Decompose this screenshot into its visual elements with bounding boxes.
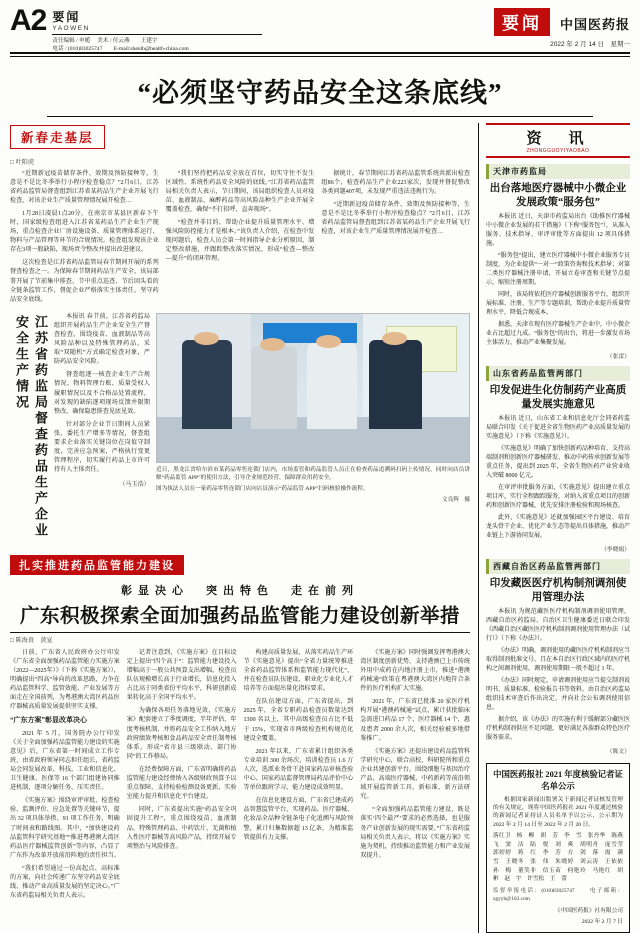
band-column-1 xyxy=(10,649,120,905)
notice-paragraph: 根据国家新闻出版署关于新闻记者证核发管理的有关规定，现将中国医药报社 2021 年度通过核验的新闻记者证持证人员名单予以公示，公示期为 2022 年 2 月 14 日至 2022 年 2 月 20 日。 xyxy=(493,796,623,828)
brief-item xyxy=(486,559,630,755)
publication-date: 2022 年 2 月 14 日 星期一 xyxy=(550,41,630,48)
paragraph: 在队伍建设方面，广东省提出，到 2025 年，全省专职药品检查员数量达到 1300 名以上，其中高级检查员占比不低于 15%，实现省市两级检查机构规范化建设全覆盖。 xyxy=(243,699,354,742)
paragraph: 2021 年 5 月，国务院办公厅印发《关于全面加强药品监管能力建设的实施意见》后，广东省第一时间成立工作专班，由省政府领导同志担任组长，省药监局会同发展改革、科技、工业和信息化、卫生健康、医保等 16 个部门组建协同推进机制，逐项分解任务、压实责任。 xyxy=(10,730,120,792)
notice-date: 2022 年 2 月 7 日 xyxy=(581,919,623,926)
paragraph: 记者注意到，《实施方案》在目标设定上提出“四个高于”：监管能力建设投入增幅高于一般公共预算支出增幅，检查员队伍规模增长高于行业增长，信息化投入占比高于同类省份平均水平，科研创新成果转化高于全国平均水平。 xyxy=(126,649,237,702)
briefs-title: 资 讯 ZHONGGUOYIYAOBAO xyxy=(486,123,630,158)
photo-person xyxy=(307,343,357,429)
notice-title: 中国医药报社 2021 年度核验记者证名单公示 xyxy=(493,769,623,791)
paragraph: 同时，该局将依托医疗器械创新服务平台，组织开展标准、注册、生产等专题培训，帮助企业提升质量管理水平，降低合规成本。 xyxy=(486,291,631,316)
paragraph: 为确保各项任务落地见效，《实施方案》配套建立了季度调度、半年评估、年度考核机制，并将药品安全工作纳入地方政府绩效考核和食品药品安全责任制考核体系，形成“省市县三级联动、部门协同”的工作格局。 xyxy=(126,708,237,760)
band-column-4 xyxy=(360,649,470,905)
lead-column-3 xyxy=(321,170,470,309)
photo-person-head xyxy=(260,338,285,351)
brief-source: 西藏自治区药品监管两部门 xyxy=(486,559,630,574)
paragraph: 《实施方案》还提出建设药品监管科学研究中心，联合高校、科研院所和重点企业共建创新平台，围绕细胞与基因治疗产品、高端医疗器械、中药新药等前沿领域开展监管新工具、新标准、新方法研究。 xyxy=(360,748,470,801)
notice-signature: 《中国医药报》社有限公司 xyxy=(554,907,623,914)
briefs-header xyxy=(486,123,630,158)
band-headline: 广东积极探索全面加强药品监管能力建设创新举措 xyxy=(19,605,460,627)
photo-person-head xyxy=(316,335,341,348)
paragraph: 2021 年以来，广东省累计组织各类专业培训 300 余场次，培训检查员 1.6 万人次，选派业务骨干赴国家药品审核查验中心、国家药品监督管理局药品评价中心等单位跟班学习，能力建设成效明显。 xyxy=(243,748,354,792)
photo-person xyxy=(182,340,232,429)
photo-person xyxy=(251,346,298,429)
lead-byline: □ 叶阳虎 xyxy=(10,158,35,166)
masthead-divider xyxy=(52,34,262,35)
photo-credit: 文良辉 摄 xyxy=(442,496,470,503)
brief-source: 山东省药品监管两部门 xyxy=(486,366,630,381)
band-byline: □ 陈海贵 黄宣 xyxy=(10,636,53,644)
paragraph: 日前，广东省人民政府办公厅印发《广东省全面加强药品监管能力实施方案（2022—2025年）》（下称《实施方案》），明确提出“四高”导向的改革思路，力争在药品监管科学、监管效能、产业发展等方面走在全国前列，为粤港澳大湾区药品医疗器械高质量发展提供坚实支撑。 xyxy=(10,649,120,711)
paragraph: 《办法》明确，调剂使用的藏医医疗机构制剂应当取得制剂批准文号，且在本自治区行政区域内的医疗机构之间调剂使用，调剂使用期限一般不超过 1 年。 xyxy=(486,647,631,672)
paragraph: 在审评审批服务方面，《实施意见》提出建立重点项目库，实行全程跟踪服务，对纳入省重点项目的创新药和创新医疗器械，优先安排注册检验和现场核查。 xyxy=(486,484,631,509)
paragraph: “服务包”提出，建立医疗器械中小微企业服务专员制度，为企业提供“一对一”政策咨询和技术指导；对第二类医疗器械注册申请，开展立卷审查和关键节点提示，缩短注册周期。 xyxy=(486,252,630,286)
paragraph: 督查组逐一核查企业生产合规情况、物料管理台账、质量受权人履职情况以及不合格品处置流程，对发现的缺陷逐项现场反馈并限期整改，确保隐患排查见底见效。 xyxy=(54,372,150,415)
paragraph: 同时，广东省提出实施“药品安全巩固提升工程”，重点围绕疫苗、血液制品、特殊管理药品、中药饮片、无菌和植入性医疗器械等高风险产品，持续开展专项整治与风险排查。 xyxy=(126,807,237,850)
paragraph: “全面加强药品监管能力建设，既是落实‘四个最严’要求的必然选择，也是服务产业创新发展的现实需要。”广东省药监局相关负责人表示，将以《实施方案》实施为契机，持续推动监管能力和产业发展双提升。 xyxy=(360,807,470,859)
paragraph: 1月28日凌晨1点20分，在南京市某县区新春下午时，国家级检查组进入江苏省某药品生产企业生产现场，重点检查企业厂房设施设备、质量管理体系运行、物料与产品管理等环节的合规情况。检查组发现该企业存在3项一般缺陷，现场责令整改并提出改进建议。 xyxy=(10,210,159,254)
public-notice xyxy=(486,763,630,933)
brief-byline: （陈文） xyxy=(606,748,630,755)
paragraph: 据介绍，该《办法》的实施有利于缓解部分藏医医疗机构制剂供应不足问题，更好满足各族群众特色医疗服务需求。 xyxy=(486,716,631,741)
lead-section-flag: 新春走基层 xyxy=(10,125,105,149)
band-kicker: 彰显决心 突出特色 走在前列 xyxy=(121,584,359,597)
band-column-3 xyxy=(244,649,354,905)
masthead-right xyxy=(494,6,630,48)
photo-person-head xyxy=(194,332,219,345)
paragraph: 据悉，天津市现有医疗器械生产企业中，中小微企业占比超过九成。“服务包”的出台，将进一步激发市场主体活力，推动产业集聚发展。 xyxy=(486,321,631,346)
lead-headline: “必须坚守药品安全这条底线” xyxy=(137,77,503,108)
notice-name-list: 落红卫 杨 柳 胡 芳 李 雪 张丹华 陈燕飞 窦 洁 陆 悦 刘 爽 胡明舟 庞雪莹 郭婷婷 蒋 红 李 芳 方 剑 落 霞 满 雪 王晓冬 张 伟 朱晓婷 刘云涛 王依依 孙 梅 董笑非 信玉苗 何艳玲 马艳红 胡 彬 赵 宇 许雪松 王 蕾 xyxy=(493,833,629,883)
brief-source: 天津市药监局 xyxy=(486,164,630,179)
vertical-subheadline: 江苏省药监局督查药品生产企业安全生产情况 xyxy=(14,314,48,539)
photo-note: 图为执法人员在一家药品零售连锁门店向店员演示“药品监管 APP”扫码核验操作流程。 xyxy=(156,485,369,492)
masthead-credits-line1: 责任编辑 / 申栀 美术 / 付云燕 王建宇 xyxy=(52,38,158,44)
paragraph: 构建高质量发展、从落实药品生产环节《实施意见》提出“全省力量统筹推进全省药品监管体系和监管能力现代化”，并在检查员队伍建设、职业化专业化人才培养等方面提出量化指标要求。 xyxy=(243,649,354,693)
page-number: A2 xyxy=(10,4,47,37)
brief-byline: （张雷） xyxy=(606,353,630,360)
section-name-cn: 要闻 xyxy=(52,10,81,24)
paragraph: 《实施意见》明确了加快创新药品种培育、支持高端制剂和创新医疗器械研发、推动中药传承创新发展等重点任务，提出到 2025 年，全省生物医药产业营业收入突破 8000 亿元。 xyxy=(486,445,631,479)
lead-article xyxy=(10,123,478,933)
paragraph: 《实施方案》围绕审评审批、检查检验、监测评价、应急处置等关键环节，提出 32 项具体举措、91 项工作任务，明确了时间表和路线图。其中，“加快建设药品监管科学研究基地”“推进粤港澳大湾区药品医疗器械监管创新”等内容，凸显了广东作为改革开放前沿阵地的责任担当。 xyxy=(10,798,120,859)
photo-person xyxy=(369,340,422,429)
paragraph: 针对部分企业节日期间人员紧张、委托生产增多等情况，督查组要求企业落实关键岗位在岗值守制度，完善应急预案，严格执行变更管理程序，切实履行药品上市许可持有人主体责任。 xyxy=(54,421,150,474)
paragraph: “检查并非目的，帮助企业提升质量管理水平、增强风险防控能力才是根本。”该负责人介绍，在检查中发现问题后，检查人员会第一时间指导企业分析原因、制定整改措施，并跟踪整改落实情况，形成“检查—整改—提升”的闭环管理。 xyxy=(165,219,315,263)
paragraph: 本报讯 为规范藏医医疗机构制剂调剂使用管理，西藏自治区药监局、自治区卫生健康委近日联合印发《西藏自治区藏医医疗机构制剂调剂使用管理办法（试行）》（下称《办法》）。 xyxy=(486,608,631,642)
headline-rule xyxy=(47,116,593,117)
paragraph: 本报讯 近日，山东省工业和信息化厅会同省药监局联合印发《关于促进全省生物医药产业高质量发展的实施意见》（下称《实施意见》）。 xyxy=(486,415,631,440)
photo-caption: 近日，黑龙江省哈尔滨市某药品零售连锁门店内，市场监管和药品监管人员正在检查药品追溯码扫码上传情况，同时向店员讲解“药品监管 APP”的使用方法，引导企业规范经营、保障群众用药安全。 xyxy=(156,466,470,481)
paragraph: 在信息化建设方面，广东省已建成药品智慧监管平台，实现药品、医疗器械、化妆品全品种全链条电子化追溯与风险预警，累计归集数据超 13 亿条，为精准监管提供有力支撑。 xyxy=(243,798,354,841)
masthead xyxy=(10,0,630,50)
paragraph: 2021 年，广东省已批准 20 家医疗机构开展“港澳药械通”试点，累计获批临床急需进口药品 17 个、医疗器械 14 个，惠及患者 2000 余人次，相关经验被多地借鉴推广。 xyxy=(360,699,470,742)
paragraph: 本报讯 近日，天津市药监局出台《助推医疗器械中小微企业发展的若干措施》（下称“服务包”），从准入服务、技术指导、审评审批等方面提出 12 项具体措施。 xyxy=(486,213,630,247)
band-flag: 扎实推进药品监管能力建设 xyxy=(10,555,184,575)
paragraph: “近期新冠疫苗储存条件、效期及预防接种等，生意是不是比冬季举行小程序检查稳点？”2月6日，江苏省药品监管局督查组到江苏省某药品生产企业开展飞行检查，对该企业生产质量管理情况展开检查… xyxy=(321,201,471,236)
masthead-section xyxy=(52,6,262,53)
brief-title: 出台落地医疗器械中小微企业发展政策“服务包” xyxy=(489,182,627,208)
news-photo xyxy=(156,313,470,463)
paragraph: “我们希望通过一份高起点、高标准的方案，向社会传递广东坚守药品安全底线、推动产业高质量发展的坚定决心。”广东省药监局相关负责人表示。 xyxy=(10,865,120,900)
band-rule xyxy=(10,632,470,633)
brief-item xyxy=(486,164,630,360)
section-name-pinyin: YAOWEN xyxy=(52,25,90,32)
notice-contact: 监督举报电话：(010)83025747 电子邮箱：zgyyb@163.com xyxy=(493,887,623,903)
paragraph: 在经费保障方面，广东省明确将药品监管能力建设经费纳入各级财政预算予以重点保障，支持检验检测设备更新、实验室能力提升和信息化平台建设。 xyxy=(126,766,237,801)
paragraph: 《办法》同时规定，申请调剂使用应当提交制剂说明书、质量标准、检验报告书等资料，由自治区药监局组织技术审查后作出决定，并向社会公布调剂使用信息。 xyxy=(486,677,631,711)
secondary-article xyxy=(10,555,470,905)
paragraph: 本报讯 春节前，江苏省药监局组织开展药品生产企业安全生产督查检查，围绕疫苗、血液制品等高风险品种以及特殊管理药品，采取“双随机”方式确定检查对象，严防药品安全风险。 xyxy=(54,313,150,366)
brief-item xyxy=(486,366,630,553)
paragraph: 这次检查是江苏省药品监管局春节期间开展的系列督查检查之一。为保障春节期间药品生产安全，该局部署开展了节前集中排查、节中重点巡查、节后回头看的全链条监管工作，督促企业严格落实主体责任，坚守药品安全底线。 xyxy=(10,260,159,303)
brief-title: 印发促进生化仿制药产业高质量发展实施意见 xyxy=(489,384,627,410)
lead-column-2 xyxy=(166,170,315,309)
brief-title: 印发藏医医疗机构制剂调剂使用管理办法 xyxy=(489,577,627,603)
paper-name: 中国医药报 xyxy=(559,17,630,32)
paragraph: “我们坚持把药品安全放在首位，切实守住不发生区域性、系统性药品安全风险的底线。”江苏省药品监管局相关负责人表示，节日期间，该局组织检查人员对疫苗、血液制品、麻醉药品等高风险品种生产企业开展全覆盖检查，确保“不打招呼、直奔现场”。 xyxy=(165,170,315,213)
section-badge: 要闻 xyxy=(494,8,550,36)
briefs-title-pinyin: ZHONGGUOYIYAOBAO xyxy=(526,147,590,154)
paragraph: “近期新冠疫苗储存条件、效期及预防接种等，生意是不是比冬季举行小程序检查稳点？”2月6日，江苏省药品监管局督查组到江苏省某药品生产企业开展飞行检查，对该企业生产质量管理情况展开检查… xyxy=(10,170,159,204)
photo-person-head xyxy=(382,332,407,345)
band-subhead: “广东方案”彰显改革决心 xyxy=(10,716,87,725)
paragraph: 此外，《实施意见》还就加强园区平台建设、培育龙头骨干企业、优化产业生态等提出具体措施，推动产业链上下游协同发展。 xyxy=(486,514,631,539)
lead-column-1 xyxy=(10,170,159,309)
masthead-credits-line2: 电话 / (010)83025747 E-mail:shenlh@health-china.com xyxy=(52,46,189,52)
paragraph: 据统计，春节期间江苏省药品监管系统共派出检查组86个，检查药品生产企业223家次，发现并督促整改各类问题407项，未发现严重违法违规行为。 xyxy=(321,170,471,195)
band-column-2 xyxy=(127,649,237,905)
paragraph: 《实施方案》同时强调发挥粤港澳大湾区制度创新优势，支持港澳已上市传统外用中成药在内地注册上市，推进“港澳药械通”政策在粤港澳大湾区内地符合条件的医疗机构扩大实施。 xyxy=(360,649,470,693)
news-briefs-column xyxy=(478,123,630,933)
brief-byline: （李晓娟） xyxy=(601,546,630,553)
mid-byline: （马玉浩） xyxy=(119,481,150,489)
